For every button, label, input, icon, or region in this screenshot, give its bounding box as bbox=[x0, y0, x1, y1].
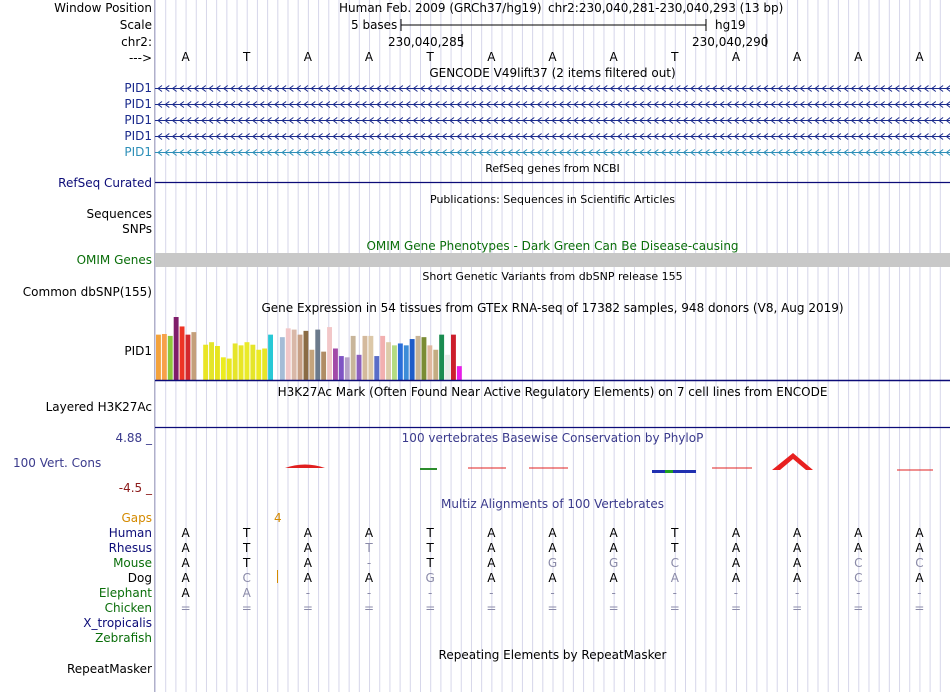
gtex-tissue-bar bbox=[256, 350, 261, 380]
alignment-base: A bbox=[181, 541, 190, 555]
refseq-track-title[interactable]: RefSeq genes from NCBI bbox=[485, 162, 620, 175]
scale-text: 5 bases bbox=[351, 18, 398, 32]
gencode-gene-label[interactable]: PID1 bbox=[124, 113, 152, 127]
gtex-tissue-bar bbox=[451, 335, 456, 380]
snps-label[interactable]: SNPs bbox=[122, 222, 152, 236]
alignment-base: A bbox=[303, 571, 312, 585]
species-label[interactable]: Human bbox=[108, 526, 152, 540]
gtex-tissue-bar bbox=[233, 343, 238, 380]
gtex-track-title[interactable]: Gene Expression in 54 tissues from GTEx RNA-seq of 17382 samples, 948 donors (V8, Aug 2019) bbox=[261, 301, 844, 315]
gtex-tissue-bar bbox=[191, 332, 196, 380]
alignment-base: - bbox=[856, 586, 861, 600]
alignment-base: T bbox=[243, 556, 251, 570]
alignment-base: T bbox=[365, 541, 373, 555]
alignment-base: A bbox=[793, 571, 802, 585]
alignment-base: A bbox=[548, 541, 557, 555]
base-letter: A bbox=[854, 50, 863, 64]
alignment-base: = bbox=[914, 601, 925, 615]
alignment-base: A bbox=[854, 526, 863, 540]
alignment-base: A bbox=[915, 571, 924, 585]
alignment-base: A bbox=[915, 526, 924, 540]
alignment-base: - bbox=[611, 586, 616, 600]
gtex-tissue-bar bbox=[327, 327, 332, 380]
base-letter: A bbox=[731, 50, 741, 64]
alignment-base: - bbox=[550, 586, 555, 600]
gtex-tissue-bar bbox=[239, 345, 244, 380]
gtex-tissue-bar bbox=[410, 339, 415, 380]
alignment-base: T bbox=[426, 556, 434, 570]
phylop-label[interactable]: 100 Vert. Cons bbox=[13, 456, 102, 470]
multiz-track-title[interactable]: Multiz Alignments of 100 Vertebrates bbox=[440, 497, 665, 511]
alignment-base: G bbox=[608, 556, 619, 570]
base-letter: A bbox=[793, 50, 802, 64]
alignment-base: G bbox=[547, 556, 558, 570]
gtex-tissue-bar bbox=[180, 326, 185, 380]
alignment-base: A bbox=[854, 541, 863, 555]
alignment-base: = bbox=[364, 601, 375, 615]
alignment-base: = bbox=[853, 601, 864, 615]
alignment-base: A bbox=[487, 571, 496, 585]
alignment-base: T bbox=[671, 526, 679, 540]
gtex-tissue-bar bbox=[250, 345, 255, 380]
base-letter: T bbox=[243, 50, 251, 64]
alignment-base: = bbox=[792, 601, 803, 615]
alignment-base: G bbox=[425, 571, 435, 585]
gencode-gene-label[interactable]: PID1 bbox=[124, 81, 152, 95]
gtex-tissue-bar bbox=[280, 337, 285, 380]
alignment-base: A bbox=[303, 556, 312, 570]
chrom-label: chr2: bbox=[121, 35, 152, 49]
alignment-base: A bbox=[731, 571, 741, 585]
alignment-base: = bbox=[241, 601, 252, 615]
db-text: hg19 bbox=[715, 18, 746, 32]
alignment-base: A bbox=[487, 556, 496, 570]
species-label[interactable]: Chicken bbox=[104, 601, 152, 615]
gtex-tissue-bar bbox=[445, 355, 450, 380]
alignment-base: - bbox=[672, 586, 677, 600]
alignment-base: A bbox=[303, 526, 312, 540]
gtex-tissue-bar bbox=[315, 330, 320, 380]
alignment-base: - bbox=[733, 586, 739, 600]
alignment-base: C bbox=[242, 571, 251, 585]
gtex-tissue-bar bbox=[386, 342, 391, 380]
multiz-gaps-label[interactable]: Gaps bbox=[121, 511, 152, 525]
gtex-tissue-bar bbox=[174, 317, 179, 380]
alignment-base: T bbox=[426, 526, 434, 540]
h3k27ac-label[interactable]: Layered H3K27Ac bbox=[45, 400, 152, 414]
alignment-base: A bbox=[181, 571, 190, 585]
alignment-base: A bbox=[487, 541, 496, 555]
gtex-tissue-bar bbox=[374, 356, 379, 380]
base-letter: A bbox=[915, 50, 924, 64]
coord-ticks bbox=[455, 34, 775, 48]
dbsnp-label[interactable]: Common dbSNP(155) bbox=[22, 285, 152, 299]
alignment-base: - bbox=[794, 586, 800, 600]
alignment-base: A bbox=[487, 526, 496, 540]
alignment-base: A bbox=[609, 571, 618, 585]
base-letter: A bbox=[181, 50, 190, 64]
omim-label[interactable]: OMIM Genes bbox=[76, 253, 152, 267]
base-letter: A bbox=[609, 50, 618, 64]
gencode-gene-models[interactable] bbox=[155, 80, 950, 160]
gencode-gene-label[interactable]: PID1 bbox=[124, 97, 152, 111]
alignment-base: = bbox=[180, 601, 191, 615]
species-label[interactable]: Zebrafish bbox=[95, 631, 152, 645]
alignment-base: = bbox=[425, 601, 436, 615]
alignment-base: T bbox=[671, 541, 679, 555]
alignment-base: = bbox=[486, 601, 497, 615]
alignment-base: = bbox=[302, 601, 313, 615]
gtex-tissue-bar bbox=[309, 350, 314, 380]
alignment-base: T bbox=[426, 541, 434, 555]
gtex-tissue-bar bbox=[321, 352, 326, 380]
alignment-base: = bbox=[669, 601, 680, 615]
alignment-base: - bbox=[366, 556, 372, 570]
publications-label[interactable]: Sequences bbox=[86, 207, 152, 221]
gtex-tissue-bar bbox=[422, 337, 427, 380]
alignment-base: C bbox=[854, 556, 863, 570]
scale-bar bbox=[400, 17, 710, 33]
gtex-tissue-bar bbox=[433, 350, 438, 380]
coord-right: 230,040,290 bbox=[692, 35, 769, 49]
gtex-tissue-bar bbox=[168, 336, 173, 380]
alignment-base: = bbox=[547, 601, 558, 615]
alignment-base: A bbox=[731, 526, 741, 540]
dbsnp-track-title[interactable]: Short Genetic Variants from dbSNP release 155 bbox=[422, 270, 683, 283]
gtex-tissue-bar bbox=[203, 345, 208, 380]
gtex-tissue-bar bbox=[380, 336, 385, 380]
gtex-tissue-bar bbox=[292, 330, 297, 380]
multiz-gap-marker bbox=[277, 570, 278, 583]
gtex-tissue-bar bbox=[416, 336, 421, 380]
alignment-base: A bbox=[181, 556, 190, 570]
base-letter: A bbox=[548, 50, 557, 64]
gtex-tissue-bar bbox=[333, 349, 338, 381]
base-letter: T bbox=[426, 50, 434, 64]
gtex-tissue-bar bbox=[268, 335, 273, 380]
position-text[interactable]: chr2:230,040,281-230,040,293 (13 bp) bbox=[548, 1, 784, 15]
alignment-base: A bbox=[670, 571, 679, 585]
gtex-tissue-bar bbox=[368, 336, 373, 380]
coord-left: 230,040,285 bbox=[388, 35, 465, 49]
gtex-tissue-bar bbox=[262, 349, 267, 381]
gtex-tissue-bar bbox=[404, 345, 409, 380]
gtex-tissue-bar bbox=[215, 346, 220, 380]
repeatmasker-track-title[interactable]: Repeating Elements by RepeatMasker bbox=[438, 648, 667, 662]
gencode-track-title[interactable]: GENCODE V49lift37 (2 items filtered out) bbox=[429, 66, 676, 80]
alignment-base: A bbox=[609, 526, 618, 540]
gtex-tissue-bar bbox=[345, 357, 350, 380]
alignment-base: - bbox=[428, 586, 433, 600]
species-label[interactable]: X_tropicalis bbox=[83, 616, 152, 630]
base-letter: T bbox=[671, 50, 679, 64]
gtex-tissue-bar bbox=[363, 336, 368, 380]
window-position-label: Window Position bbox=[54, 1, 152, 15]
gtex-tissue-bar bbox=[351, 336, 356, 380]
refseq-gene-line[interactable] bbox=[155, 181, 950, 184]
alignment-base: A bbox=[548, 526, 557, 540]
gtex-tissue-bar bbox=[298, 335, 303, 380]
refseq-label[interactable]: RefSeq Curated bbox=[58, 176, 152, 190]
gtex-tissue-bar bbox=[209, 342, 214, 380]
gtex-tissue-bar bbox=[439, 335, 444, 380]
omim-track-title[interactable]: OMIM Gene Phenotypes - Dark Green Can Be Disease-causing bbox=[366, 239, 739, 253]
alignment-base: - bbox=[489, 586, 494, 600]
base-letter: A bbox=[303, 50, 312, 64]
alignment-base: T bbox=[243, 541, 251, 555]
species-label[interactable]: Rhesus bbox=[108, 541, 152, 555]
alignment-base: A bbox=[609, 541, 618, 555]
gtex-label[interactable]: PID1 bbox=[124, 344, 152, 358]
phylop-wiggle[interactable] bbox=[155, 450, 950, 475]
scale-label: Scale bbox=[119, 18, 152, 32]
assembly-text[interactable]: Human Feb. 2009 (GRCh37/hg19) bbox=[339, 1, 542, 15]
alignment-base: A bbox=[364, 526, 374, 540]
base-letter: A bbox=[487, 50, 496, 64]
alignment-base: A bbox=[793, 556, 802, 570]
gtex-tissue-bar bbox=[457, 366, 462, 380]
h3k27ac-baseline bbox=[155, 426, 950, 429]
publications-track-title[interactable]: Publications: Sequences in Scientific Articles bbox=[430, 193, 675, 206]
alignment-base: A bbox=[242, 586, 251, 600]
strand-arrow-label: ---> bbox=[128, 51, 152, 65]
species-label[interactable]: Dog bbox=[127, 571, 152, 585]
gtex-tissue-bar bbox=[186, 335, 191, 380]
h3k27ac-track-title[interactable]: H3K27Ac Mark (Often Found Near Active Regulatory Elements) on 7 cell lines from ENCODE bbox=[277, 385, 828, 399]
alignment-base: A bbox=[364, 571, 374, 585]
alignment-base: A bbox=[548, 571, 557, 585]
alignment-base: - bbox=[366, 586, 372, 600]
alignment-base: A bbox=[731, 556, 741, 570]
alignment-base: A bbox=[793, 541, 802, 555]
species-label[interactable]: Elephant bbox=[98, 586, 152, 600]
gtex-tissue-bar bbox=[392, 345, 397, 380]
gtex-tissue-bar bbox=[221, 357, 226, 380]
alignment-base: = bbox=[608, 601, 619, 615]
alignment-base: A bbox=[731, 541, 741, 555]
alignment-base: C bbox=[915, 556, 924, 570]
gencode-gene-label[interactable]: PID1 bbox=[124, 129, 152, 143]
base-letter: A bbox=[364, 50, 374, 64]
gtex-tissue-bar bbox=[357, 355, 362, 380]
gtex-tissue-bar bbox=[156, 335, 161, 380]
gtex-tissue-bar bbox=[162, 334, 167, 380]
gtex-bar-graph[interactable] bbox=[155, 315, 950, 382]
gtex-tissue-bar bbox=[304, 331, 309, 380]
phylop-track-title[interactable]: 100 vertebrates Basewise Conservation by PhyloP bbox=[401, 431, 704, 445]
alignment-base: - bbox=[305, 586, 311, 600]
repeatmasker-label[interactable]: RepeatMasker bbox=[66, 662, 152, 676]
gtex-tissue-bar bbox=[286, 328, 291, 380]
gtex-tissue-bar bbox=[339, 356, 344, 380]
alignment-base: A bbox=[915, 541, 924, 555]
gtex-tissue-bar bbox=[427, 345, 432, 380]
phylop-max-label: 4.88 _ bbox=[115, 431, 152, 445]
alignment-base: A bbox=[303, 541, 312, 555]
gtex-tissue-bar bbox=[245, 342, 250, 380]
alignment-base: C bbox=[854, 571, 863, 585]
alignment-base: = bbox=[730, 601, 742, 615]
alignment-base: C bbox=[670, 556, 679, 570]
alignment-base: - bbox=[917, 586, 922, 600]
alignment-base: A bbox=[181, 586, 190, 600]
alignment-base: T bbox=[243, 526, 251, 540]
alignment-base: A bbox=[181, 526, 190, 540]
multiz-gaps-count: 4 bbox=[274, 511, 282, 525]
species-label[interactable]: Mouse bbox=[113, 556, 152, 570]
omim-feature-bar[interactable] bbox=[155, 253, 950, 267]
gtex-tissue-bar bbox=[398, 343, 403, 380]
alignment-base: A bbox=[793, 526, 802, 540]
phylop-min-label: -4.5 _ bbox=[118, 481, 152, 495]
gencode-gene-label[interactable]: PID1 bbox=[124, 145, 152, 159]
gtex-tissue-bar bbox=[227, 359, 232, 380]
